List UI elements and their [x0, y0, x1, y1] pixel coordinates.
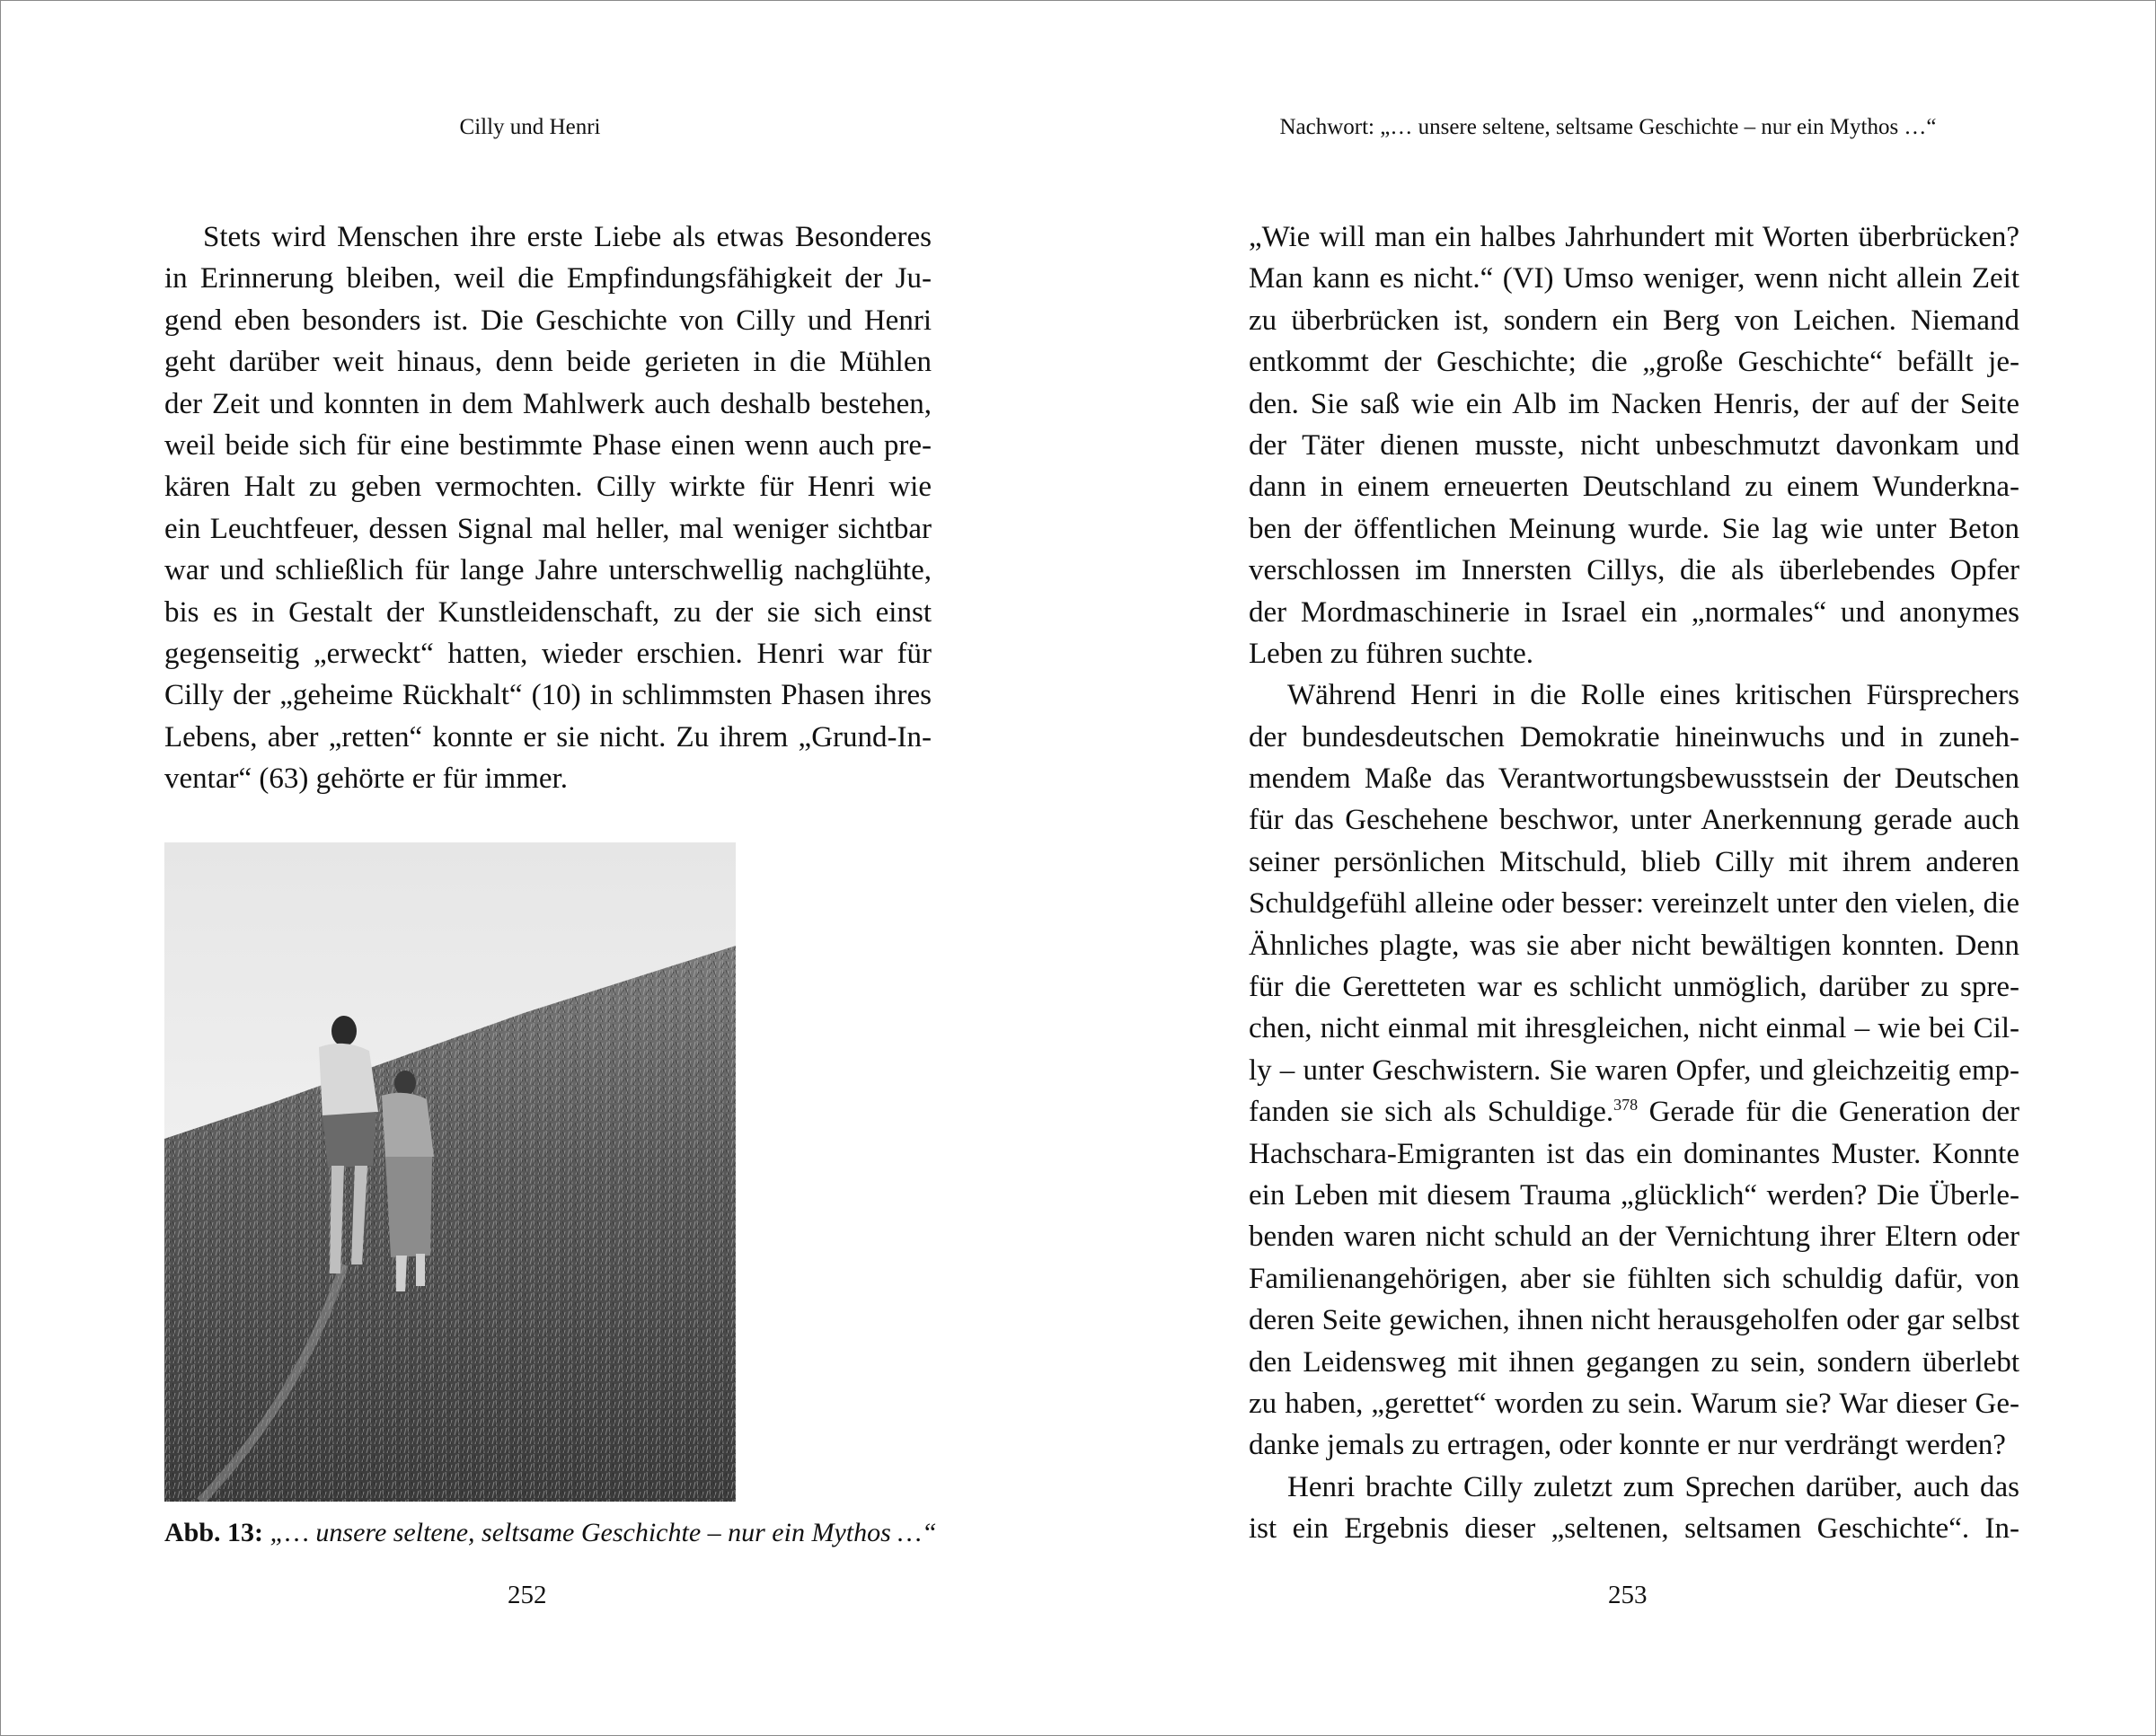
text-line: gegenseitig „erweckt“ hatten, wieder erschien. Henri war für [164, 637, 932, 670]
text-line-with-footnote [1249, 1091, 2019, 1132]
body-text [164, 216, 932, 799]
right-page [1078, 0, 2156, 1736]
caption-label: Abb. 13: [164, 1518, 264, 1547]
figure-caption [164, 1518, 955, 1548]
text-line: Hachschara-Emigranten ist das ein dominantes Muster. Konnte [1249, 1137, 2019, 1170]
text-line: ein Leben mit diesem Trauma „glücklich“ werden? Die Überle- [1249, 1178, 2019, 1212]
footnote-reference: 378 [1613, 1096, 1639, 1115]
text-line: weil beide sich für eine bestimmte Phase einen wenn auch pre- [164, 428, 932, 462]
text-line: der Täter dienen musste, nicht unbeschmutzt davonkam und [1249, 428, 2019, 462]
text-line: ben der öffentlichen Meinung wurde. Sie lag wie unter Beton [1249, 512, 2019, 545]
text-line: seiner persönlichen Mitschuld, blieb Cilly mit ihrem anderen [1249, 845, 2019, 878]
text-line: entkommt der Geschichte; die „große Geschichte“ befällt je- [1249, 346, 2019, 379]
page-number: 252 [508, 1581, 547, 1609]
text-line: mendem Maße das Verantwortungsbewusstsein der Deutschen [1249, 762, 2019, 796]
text-line: Stets wird Menschen ihre erste Liebe als etwas Besonderes [203, 221, 932, 253]
text-line: der bundesdeutschen Demokratie hineinwuchs und in zuneh- [1249, 720, 2019, 753]
text-line: Ähnliches plagte, was sie aber nicht bewältigen konnten. Denn [1249, 929, 2019, 962]
text-line: bis es in Gestalt der Kunstleidenschaft, zu der sie sich einst [164, 595, 932, 629]
caption-text: „… unsere seltene, seltsame Geschichte – nur ein Mythos …“ [263, 1518, 937, 1547]
text-line: dann in einem erneuerten Deutschland zu einem Wunderkna- [1249, 471, 2019, 504]
body-text [1249, 216, 2019, 1550]
text-line: in Erinnerung bleiben, weil die Empfindungsfähigkeit der Ju- [164, 262, 932, 295]
text-line: kären Halt zu geben vermochten. Cilly wirkte für Henri wie [164, 471, 932, 504]
text-fragment: Gerade für die Generation der [1648, 1096, 2019, 1129]
text-line: gend eben besonders ist. Die Geschichte von Cilly und Henri [164, 304, 932, 337]
text-line: geht darüber weit hinaus, denn beide gerieten in die Mühlen [164, 346, 932, 379]
text-line: war und schließlich für lange Jahre unterschwellig nachglühte, [164, 554, 932, 587]
text-line: Familienangehörigen, aber sie fühlten sich schuldig dafür, von [1249, 1262, 2019, 1295]
text-line: der Mordmaschinerie in Israel ein „normales“ und anonymes [1249, 595, 2019, 629]
page-number: 253 [1608, 1581, 1648, 1609]
text-line: Lebens, aber „retten“ konnte er sie nicht. Zu ihrem „Grund-In- [164, 720, 932, 753]
text-line: Henri brachte Cilly zuletzt zum Sprechen darüber, auch das [1287, 1470, 2019, 1503]
text-line: Cilly der „geheime Rückhalt“ (10) in schlimmsten Phasen ihres [164, 679, 932, 712]
text-line: ist ein Ergebnis dieser „seltenen, seltsamen Geschichte“. In- [1249, 1512, 2019, 1546]
text-line: der Zeit und konnten in dem Mahlwerk auch deshalb bestehen, [164, 387, 932, 420]
text-line: danke jemals zu ertragen, oder konnte er nur verdrängt werden? [1249, 1429, 2006, 1462]
text-line: verschlossen im Innersten Cillys, die als überlebendes Opfer [1249, 554, 2019, 587]
text-line: zu haben, „gerettet“ worden zu sein. Warum sie? War dieser Ge- [1249, 1387, 2019, 1420]
text-line: den. Sie saß wie ein Alb im Nacken Henris, der auf der Seite [1249, 387, 2019, 420]
running-head: Cilly und Henri [459, 115, 601, 139]
text-line: für das Geschehene beschwor, unter Anerkennung gerade auch [1249, 804, 2019, 837]
text-line: Man kann es nicht.“ (VI) Umso weniger, wenn nicht allein Zeit [1249, 262, 2019, 295]
text-line: „Wie will man ein halbes Jahrhundert mit Worten überbrücken? [1249, 221, 2019, 253]
text-line: für die Geretteten war es schlicht unmöglich, darüber zu spre- [1249, 971, 2019, 1004]
text-line: Schuldgefühl alleine oder besser: vereinzelt unter den vielen, die [1249, 887, 2019, 921]
text-line: den Leidensweg mit ihnen gegangen zu sein, sondern überlebt [1249, 1345, 2019, 1379]
text-line: ein Leuchtfeuer, dessen Signal mal heller, mal weniger sichtbar [164, 512, 932, 545]
text-line: ventar“ (63) gehörte er für immer. [164, 762, 568, 796]
text-fragment: fanden sie sich als Schuldige. [1249, 1096, 1614, 1129]
photograph [164, 842, 736, 1502]
text-line: benden waren nicht schuld an der Vernichtung ihrer Eltern oder [1249, 1220, 2019, 1254]
text-line: Leben zu führen suchte. [1249, 637, 1534, 670]
text-line: Während Henri in die Rolle eines kritischen Fürsprechers [1287, 679, 2019, 712]
text-line: ly – unter Geschwistern. Sie waren Opfer, und gleichzeitig emp- [1249, 1053, 2019, 1087]
running-head: Nachwort: „… unsere seltene, seltsame Geschichte – nur ein Mythos …“ [1279, 115, 1937, 139]
text-line: deren Seite gewichen, ihnen nicht herausgeholfen oder gar selbst [1249, 1304, 2019, 1337]
text-line: zu überbrücken ist, sondern ein Berg von Leichen. Niemand [1249, 304, 2019, 337]
text-line: chen, nicht einmal mit ihresgleichen, nicht einmal – wie bei Cil- [1249, 1012, 2019, 1045]
